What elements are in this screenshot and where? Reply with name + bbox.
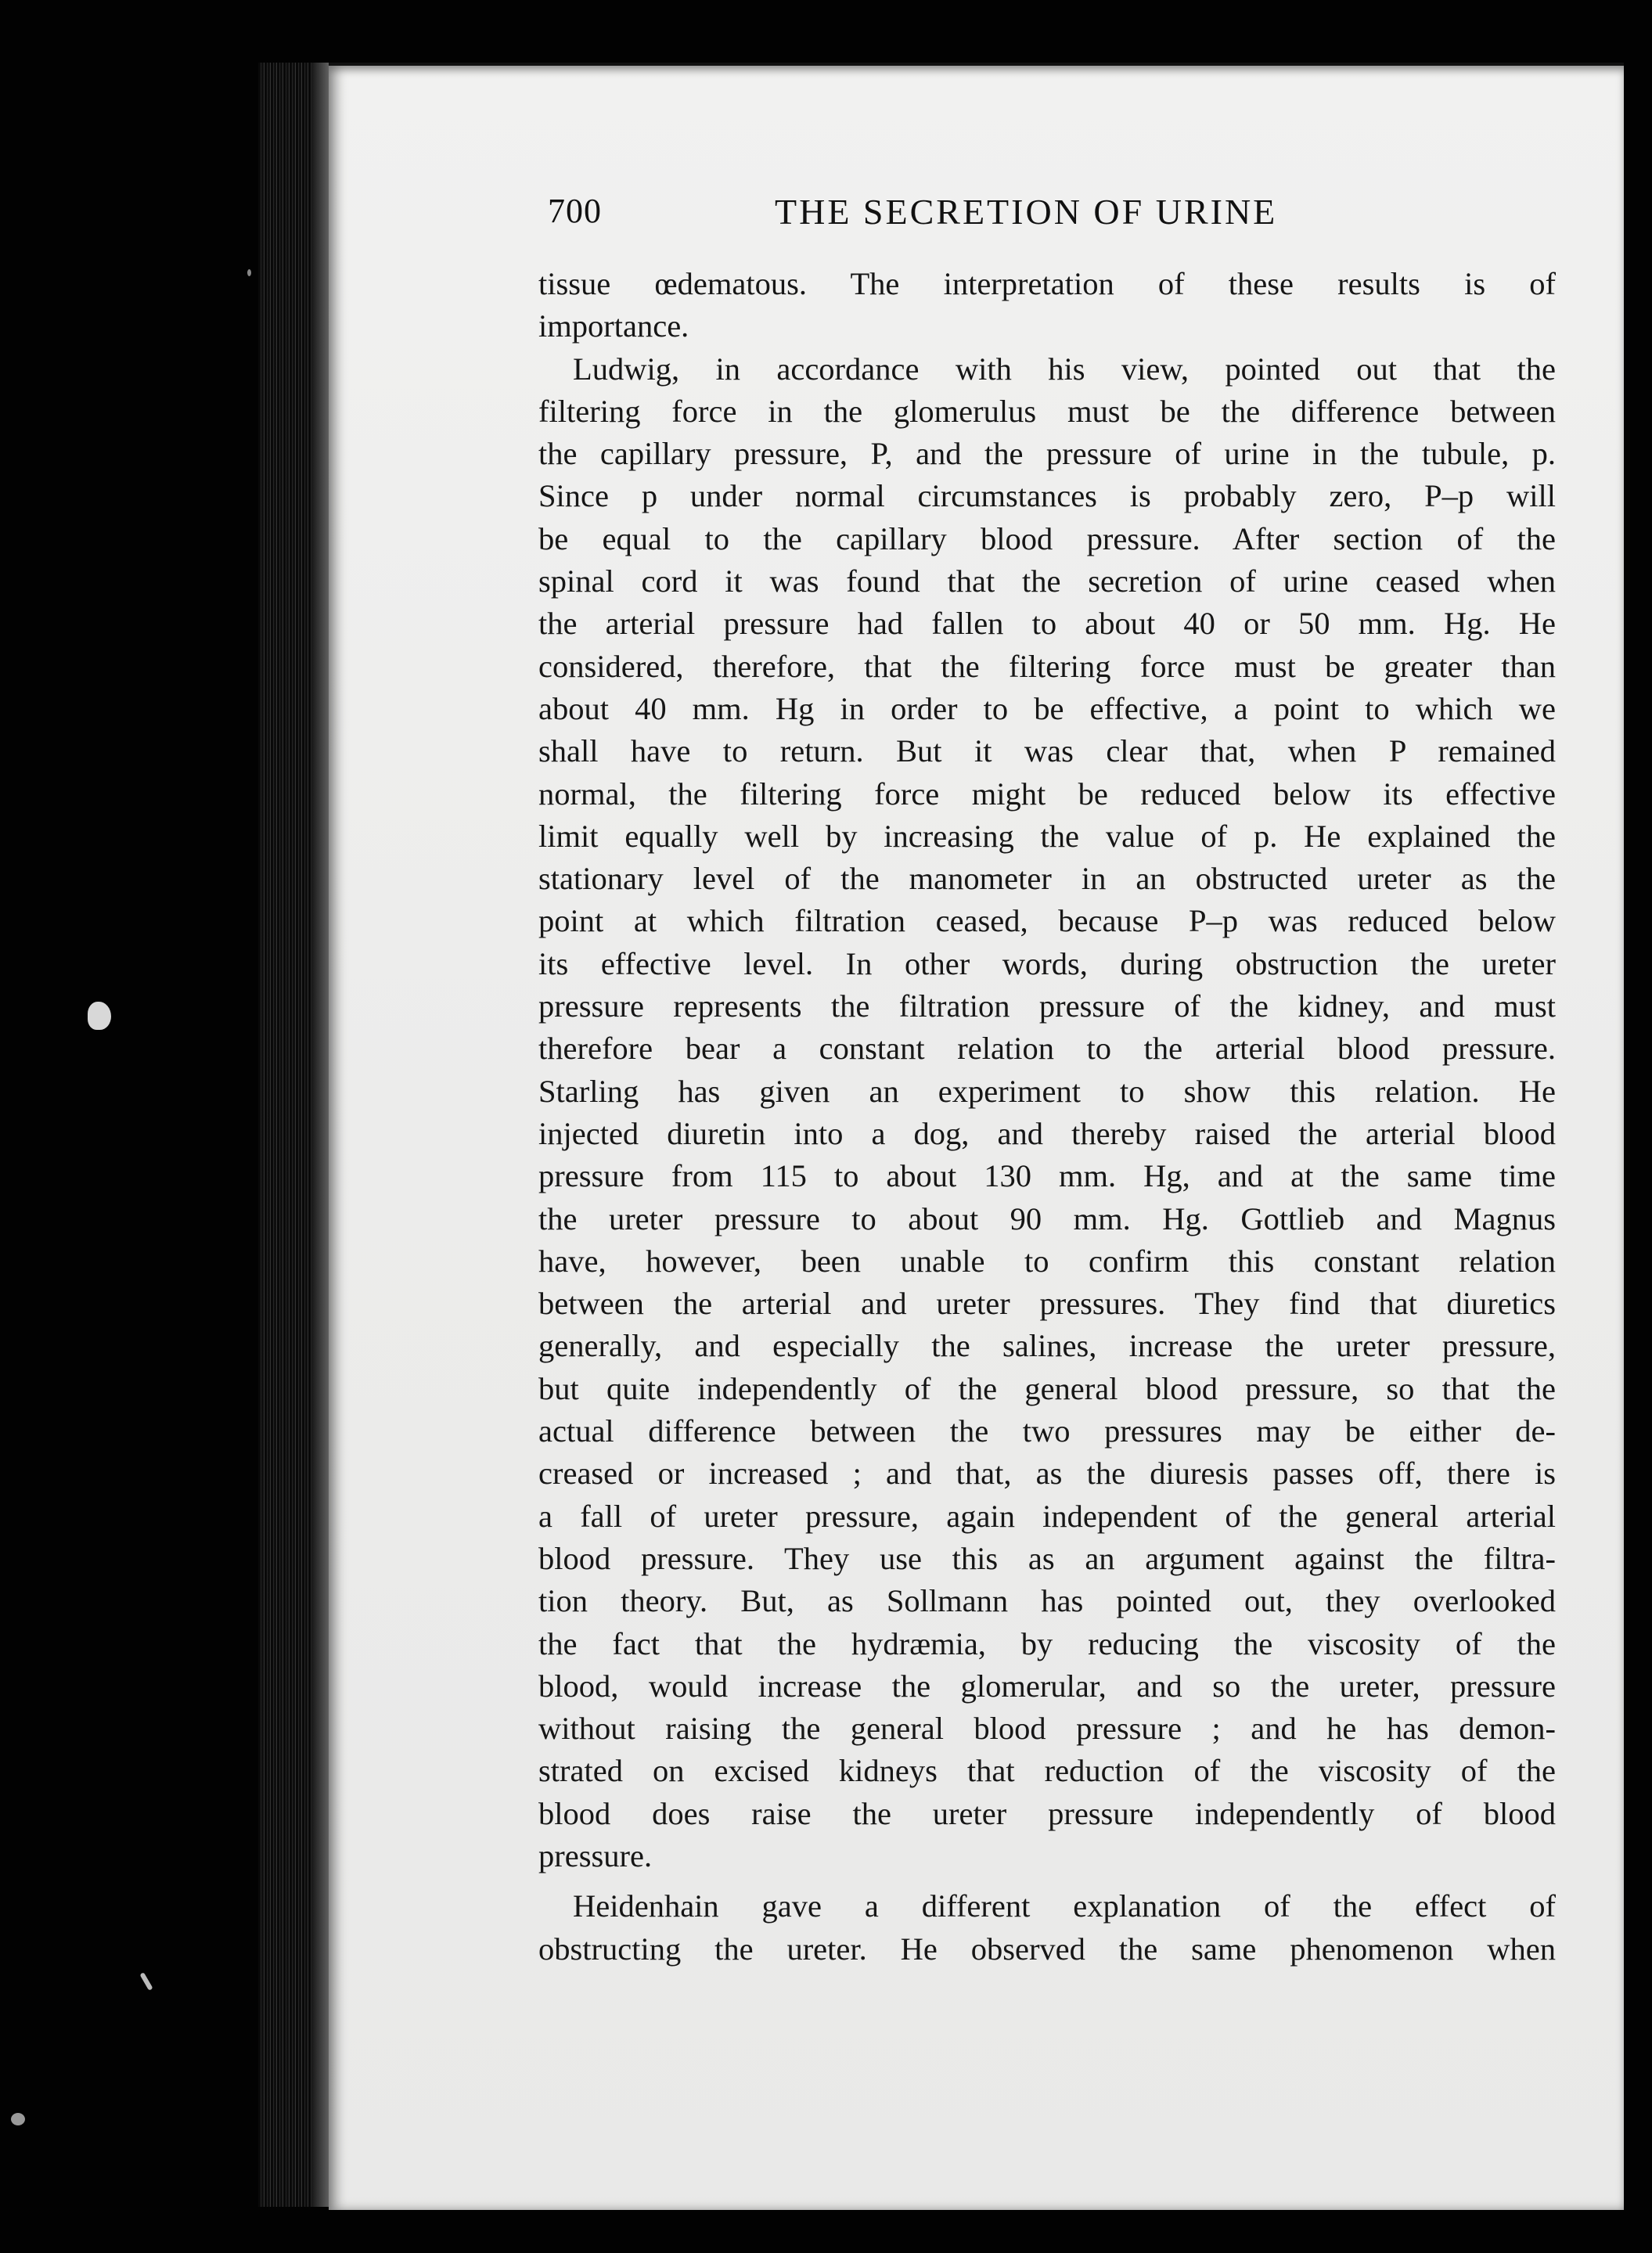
text-line: tion theory. But, as Sollmann has pointed out, they overlooked: [538, 1583, 1556, 1619]
text-line: pressure from 115 to about 130 mm. Hg, and at the same time: [538, 1158, 1556, 1194]
text-line: Since p under normal circumstances is probably zero, P–p will: [538, 478, 1556, 514]
text-line: blood, would increase the glomerular, and so the ureter, pressure: [538, 1668, 1556, 1704]
text-line: therefore bear a constant relation to the arterial blood pressure.: [538, 1031, 1556, 1067]
text-line: stationary level of the manometer in an obstructed ureter as the: [538, 861, 1556, 897]
text-line: Starling has given an experiment to show this relation. He: [538, 1073, 1556, 1109]
text-line: Ludwig, in accordance with his view, pointed out that the: [573, 351, 1556, 387]
margin-speck: [11, 2113, 25, 2125]
text-line: pressure represents the filtration pressure of the kidney, and must: [538, 988, 1556, 1024]
running-head: [548, 191, 1330, 238]
margin-speck: [247, 269, 251, 276]
text-line: its effective level. In other words, during obstruction the ureter: [538, 945, 1556, 981]
text-line: importance.: [538, 308, 689, 344]
book-page-edges: [258, 63, 329, 2207]
text-line: the ureter pressure to about 90 mm. Hg. Gottlieb and Magnus: [538, 1200, 1556, 1236]
text-line: between the arterial and ureter pressures. They find that diuretics: [538, 1286, 1556, 1322]
text-line: have, however, been unable to confirm this constant relation: [538, 1243, 1556, 1279]
text-line: normal, the filtering force might be reduced below its effective: [538, 776, 1556, 812]
text-line: be equal to the capillary blood pressure. After section of the: [538, 520, 1556, 556]
text-line: pressure.: [538, 1837, 653, 1873]
text-line: considered, therefore, that the filtering force must be greater than: [538, 648, 1556, 684]
text-line: strated on excised kidneys that reduction of the viscosity of the: [538, 1753, 1556, 1789]
text-line: Heidenhain gave a different explanation of the effect of: [573, 1888, 1556, 1924]
text-line: blood pressure. They use this as an argument against the filtra-: [538, 1540, 1556, 1576]
running-title: THE SECRETION OF URINE: [775, 192, 1278, 232]
text-line: creased or increased ; and that, as the diuresis passes off, there is: [538, 1456, 1556, 1492]
text-line: a fall of ureter pressure, again independent of the general arterial: [538, 1498, 1556, 1534]
text-line: blood does raise the ureter pressure independently of blood: [538, 1795, 1556, 1831]
text-line: generally, and especially the salines, increase the ureter pressure,: [538, 1328, 1556, 1364]
text-line: but quite independently of the general blood pressure, so that the: [538, 1370, 1556, 1406]
text-line: actual difference between the two pressures may be either de-: [538, 1413, 1556, 1449]
body-text: [538, 263, 1556, 1970]
text-line: shall have to return. But it was clear that, when P remained: [538, 733, 1556, 769]
text-line: about 40 mm. Hg in order to be effective, a point to which we: [538, 690, 1556, 726]
text-line: tissue œdematous. The interpretation of these results is of: [538, 266, 1556, 301]
text-line: obstructing the ureter. He observed the same phenomenon when: [538, 1931, 1556, 1967]
text-line: limit equally well by increasing the value of p. He explained the: [538, 818, 1556, 854]
text-line: spinal cord it was found that the secretion of urine ceased when: [538, 563, 1556, 599]
text-line: point at which filtration ceased, because P–p was reduced below: [538, 903, 1556, 939]
text-line: the arterial pressure had fallen to about 40 or 50 mm. Hg. He: [538, 606, 1556, 642]
text-line: injected diuretin into a dog, and thereby raised the arterial blood: [538, 1115, 1556, 1151]
text-line: the capillary pressure, P, and the pressure of urine in the tubule, p.: [538, 436, 1556, 472]
page-number: 700: [548, 192, 602, 230]
text-line: filtering force in the glomerulus must be the difference between: [538, 393, 1556, 429]
text-line: the fact that the hydræmia, by reducing the viscosity of the: [538, 1625, 1556, 1661]
text-line: without raising the general blood pressure ; and he has demon-: [538, 1711, 1556, 1747]
margin-speck: [88, 1002, 111, 1030]
